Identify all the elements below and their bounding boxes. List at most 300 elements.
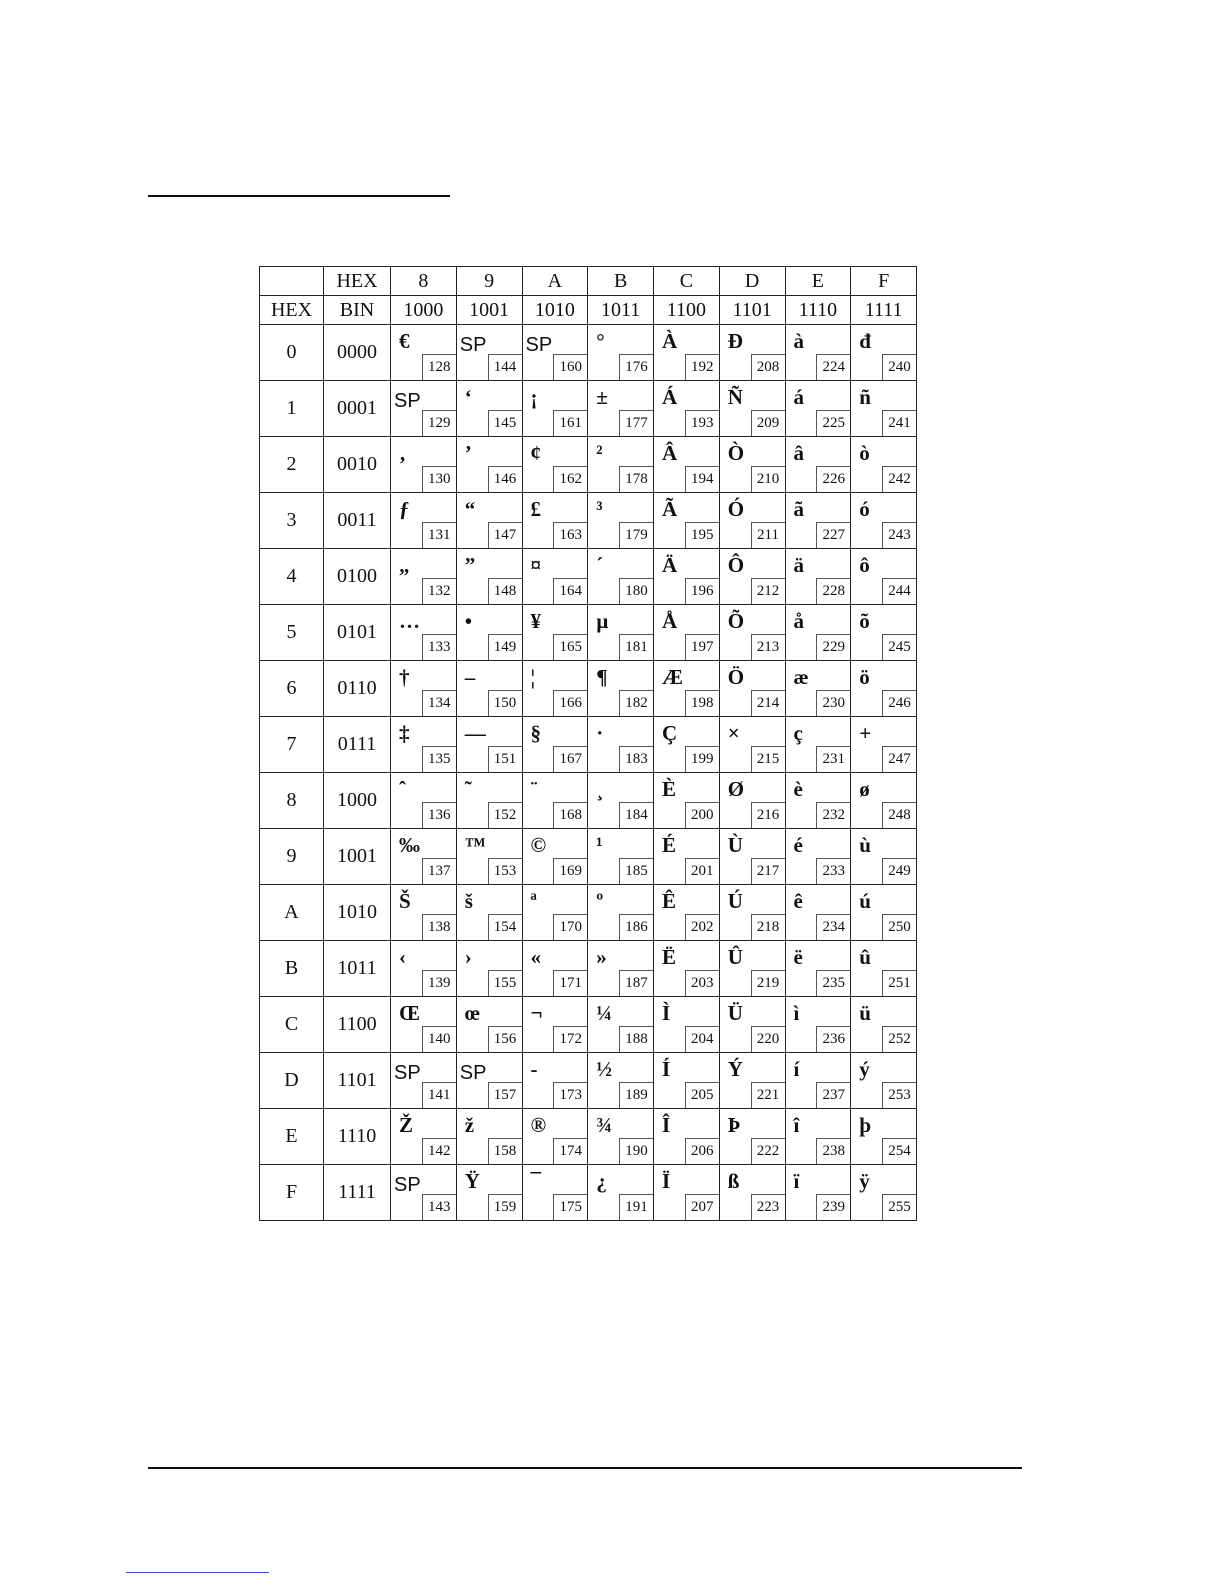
decimal-code: 161: [553, 410, 587, 436]
character-glyph: Œ: [399, 1001, 420, 1025]
character-cell: [456, 1109, 522, 1165]
character-glyph: ò: [859, 441, 870, 465]
character-glyph: Š: [399, 889, 411, 913]
row-bin-value: 0010: [324, 437, 391, 493]
character-cell: [588, 493, 654, 549]
decimal-code: 194: [685, 466, 719, 492]
decimal-code: 199: [685, 746, 719, 772]
decimal-code: 231: [816, 746, 850, 772]
character-glyph: SP: [394, 1174, 421, 1196]
character-glyph: ”: [464, 553, 476, 577]
character-cell: [654, 717, 720, 773]
character-glyph: Ï: [662, 1169, 671, 1193]
character-glyph: ‰: [399, 833, 420, 857]
character-glyph: â: [793, 441, 804, 465]
table-row: [260, 661, 917, 717]
character-cell: [654, 1109, 720, 1165]
character-glyph: ö: [859, 665, 870, 689]
table-body: [260, 325, 917, 1221]
character-cell: [719, 1109, 785, 1165]
character-cell: [522, 1053, 588, 1109]
character-cell: [522, 829, 588, 885]
column-hex: B: [588, 267, 654, 296]
character-glyph: ‘: [464, 385, 472, 409]
decimal-code: 150: [488, 690, 522, 716]
character-glyph: ±: [596, 385, 608, 409]
character-glyph: ¤: [530, 553, 541, 577]
character-glyph: ¥: [530, 609, 541, 633]
decimal-code: 204: [685, 1026, 719, 1052]
character-glyph: °: [596, 329, 605, 353]
character-glyph: ß: [727, 1169, 740, 1193]
character-glyph: ˜: [464, 777, 472, 801]
character-cell: [785, 941, 851, 997]
character-cell: [719, 605, 785, 661]
decimal-code: 237: [816, 1082, 850, 1108]
column-bin: 1110: [785, 296, 851, 325]
table-row: [260, 1053, 917, 1109]
decimal-code: 225: [816, 410, 850, 436]
character-cell: [719, 829, 785, 885]
decimal-code: 175: [553, 1194, 587, 1220]
decimal-code: 167: [553, 746, 587, 772]
character-glyph: ½: [596, 1057, 612, 1081]
decimal-code: 242: [882, 466, 916, 492]
decimal-code: 154: [488, 914, 522, 940]
character-glyph: ™: [464, 833, 486, 857]
decimal-code: 147: [488, 522, 522, 548]
character-glyph: ˆ: [399, 777, 406, 801]
row-bin-value: 0000: [324, 325, 391, 381]
decimal-code: 245: [882, 634, 916, 660]
bottom-rule: [148, 1467, 1022, 1469]
decimal-code: 230: [816, 690, 850, 716]
character-glyph: ž: [464, 1113, 475, 1137]
character-cell: [588, 717, 654, 773]
decimal-code: 184: [619, 802, 653, 828]
decimal-code: 131: [422, 522, 456, 548]
character-glyph: –: [464, 665, 476, 689]
decimal-code: 187: [619, 970, 653, 996]
decimal-code: 190: [619, 1138, 653, 1164]
decimal-code: 149: [488, 634, 522, 660]
decimal-code: 240: [882, 354, 916, 380]
decimal-code: 152: [488, 802, 522, 828]
character-glyph: †: [399, 665, 410, 689]
decimal-code: 228: [816, 578, 850, 604]
decimal-code: 142: [422, 1138, 456, 1164]
character-cell: [654, 997, 720, 1053]
character-cell: [588, 661, 654, 717]
character-glyph: À: [662, 329, 678, 353]
decimal-code: 177: [619, 410, 653, 436]
character-glyph: đ: [859, 329, 871, 353]
decimal-code: 163: [553, 522, 587, 548]
character-glyph: š: [464, 889, 473, 913]
row-bin-value: 0011: [324, 493, 391, 549]
decimal-code: 137: [422, 858, 456, 884]
decimal-code: 210: [751, 466, 785, 492]
character-cell: [851, 885, 917, 941]
character-cell: [851, 325, 917, 381]
character-cell: [785, 661, 851, 717]
character-glyph: á: [793, 385, 804, 409]
character-cell: [851, 381, 917, 437]
decimal-code: 251: [882, 970, 916, 996]
decimal-code: 255: [882, 1194, 916, 1220]
column-bin: 1111: [851, 296, 917, 325]
character-cell: [522, 997, 588, 1053]
column-bin: 1000: [391, 296, 457, 325]
character-glyph: ’: [464, 441, 472, 465]
character-cell: [719, 717, 785, 773]
character-glyph: ô: [859, 553, 870, 577]
character-cell: [522, 549, 588, 605]
character-cell: [391, 941, 457, 997]
row-hex-value: B: [260, 941, 324, 997]
character-cell: [522, 773, 588, 829]
character-cell: [851, 717, 917, 773]
character-cell: [851, 605, 917, 661]
row-hex-label: HEX: [260, 296, 324, 325]
character-glyph: û: [859, 945, 871, 969]
character-cell: [588, 1165, 654, 1221]
character-glyph: Â: [662, 441, 678, 465]
character-glyph: à: [793, 329, 804, 353]
character-cell: [785, 325, 851, 381]
header-hex-label: HEX: [324, 267, 391, 296]
decimal-code: 193: [685, 410, 719, 436]
row-hex-value: F: [260, 1165, 324, 1221]
character-glyph: ¡: [530, 385, 538, 409]
character-cell: [391, 829, 457, 885]
character-cell: [719, 885, 785, 941]
column-hex: E: [785, 267, 851, 296]
row-bin-value: 1111: [324, 1165, 391, 1221]
row-hex-value: 9: [260, 829, 324, 885]
decimal-code: 208: [751, 354, 785, 380]
decimal-code: 144: [488, 354, 522, 380]
row-hex-value: D: [260, 1053, 324, 1109]
character-cell: [785, 997, 851, 1053]
column-bin: 1001: [456, 296, 522, 325]
character-cell: [785, 605, 851, 661]
character-glyph: ü: [859, 1001, 871, 1025]
character-cell: [654, 381, 720, 437]
decimal-code: 170: [553, 914, 587, 940]
row-hex-value: 7: [260, 717, 324, 773]
character-glyph: ñ: [859, 385, 871, 409]
decimal-code: 186: [619, 914, 653, 940]
decimal-code: 139: [422, 970, 456, 996]
row-hex-value: 1: [260, 381, 324, 437]
character-cell: [785, 885, 851, 941]
decimal-code: 224: [816, 354, 850, 380]
character-glyph: ª: [530, 889, 537, 913]
row-bin-value: 0111: [324, 717, 391, 773]
character-cell: [588, 381, 654, 437]
decimal-code: 141: [422, 1082, 456, 1108]
character-glyph: ¹: [596, 833, 603, 857]
character-cell: [851, 549, 917, 605]
decimal-code: 156: [488, 1026, 522, 1052]
decimal-code: 157: [488, 1082, 522, 1108]
character-glyph: ¼: [596, 1001, 612, 1025]
character-cell: [719, 381, 785, 437]
character-glyph: SP: [394, 390, 421, 412]
character-glyph: õ: [859, 609, 870, 633]
character-glyph: Å: [662, 609, 678, 633]
character-cell: [588, 437, 654, 493]
character-cell: [391, 1109, 457, 1165]
decimal-code: 235: [816, 970, 850, 996]
decimal-code: 133: [422, 634, 456, 660]
character-glyph: ‡: [399, 721, 410, 745]
table-row: [260, 717, 917, 773]
decimal-code: 132: [422, 578, 456, 604]
table-row: [260, 941, 917, 997]
character-glyph: £: [530, 497, 541, 521]
decimal-code: 239: [816, 1194, 850, 1220]
column-bin: 1011: [588, 296, 654, 325]
table-row: [260, 829, 917, 885]
decimal-code: 246: [882, 690, 916, 716]
character-cell: [456, 997, 522, 1053]
decimal-code: 253: [882, 1082, 916, 1108]
character-cell: [785, 1165, 851, 1221]
character-cell: [522, 605, 588, 661]
character-cell: [654, 885, 720, 941]
character-cell: [851, 493, 917, 549]
row-bin-value: 0001: [324, 381, 391, 437]
character-cell: [391, 661, 457, 717]
decimal-code: 148: [488, 578, 522, 604]
character-glyph: ú: [859, 889, 871, 913]
decimal-code: 248: [882, 802, 916, 828]
character-glyph: ©: [530, 833, 547, 857]
character-cell: [391, 1165, 457, 1221]
character-cell: [719, 997, 785, 1053]
row-hex-value: 3: [260, 493, 324, 549]
decimal-code: 135: [422, 746, 456, 772]
decimal-code: 250: [882, 914, 916, 940]
character-cell: [654, 549, 720, 605]
character-glyph: ã: [793, 497, 804, 521]
character-set-table: [259, 266, 917, 1221]
decimal-code: 174: [553, 1138, 587, 1164]
character-cell: [719, 493, 785, 549]
character-glyph: Ì: [662, 1001, 671, 1025]
character-glyph: ®: [530, 1113, 547, 1137]
character-glyph: ·: [596, 721, 604, 745]
character-glyph: •: [464, 609, 473, 633]
character-cell: [851, 1109, 917, 1165]
character-glyph: +: [859, 721, 872, 745]
character-cell: [719, 549, 785, 605]
character-glyph: ï: [793, 1169, 800, 1193]
character-cell: [456, 549, 522, 605]
character-glyph: Ä: [662, 553, 678, 577]
character-glyph: å: [793, 609, 804, 633]
top-rule: [148, 195, 450, 197]
column-hex: F: [851, 267, 917, 296]
character-cell: [654, 829, 720, 885]
decimal-code: 162: [553, 466, 587, 492]
decimal-code: 243: [882, 522, 916, 548]
decimal-code: 188: [619, 1026, 653, 1052]
decimal-code: 213: [751, 634, 785, 660]
character-glyph: Ú: [727, 889, 743, 913]
decimal-code: 229: [816, 634, 850, 660]
character-cell: [588, 605, 654, 661]
character-glyph: Û: [727, 945, 743, 969]
character-glyph: ý: [859, 1057, 870, 1081]
character-cell: [391, 885, 457, 941]
row-bin-value: 1010: [324, 885, 391, 941]
decimal-code: 238: [816, 1138, 850, 1164]
decimal-code: 181: [619, 634, 653, 660]
character-glyph: Æ: [662, 665, 683, 689]
character-glyph: SP: [459, 1062, 487, 1084]
character-cell: [654, 941, 720, 997]
decimal-code: 254: [882, 1138, 916, 1164]
decimal-code: 196: [685, 578, 719, 604]
row-bin-value: 0101: [324, 605, 391, 661]
character-cell: [456, 1165, 522, 1221]
character-cell: [522, 437, 588, 493]
character-cell: [391, 493, 457, 549]
row-bin-value: 1101: [324, 1053, 391, 1109]
decimal-code: 173: [553, 1082, 587, 1108]
character-glyph: Í: [662, 1057, 671, 1081]
decimal-code: 168: [553, 802, 587, 828]
character-glyph: ƒ: [399, 497, 410, 521]
character-glyph: Ó: [727, 497, 745, 521]
character-glyph: —: [464, 721, 486, 745]
character-cell: [391, 381, 457, 437]
row-bin-value: 0100: [324, 549, 391, 605]
character-cell: [785, 1053, 851, 1109]
decimal-code: 130: [422, 466, 456, 492]
decimal-code: 209: [751, 410, 785, 436]
character-glyph: «: [530, 945, 541, 969]
decimal-code: 151: [488, 746, 522, 772]
decimal-code: 145: [488, 410, 522, 436]
character-cell: [654, 1053, 720, 1109]
decimal-code: 159: [488, 1194, 522, 1220]
row-bin-value: 1000: [324, 773, 391, 829]
character-glyph: Ã: [662, 497, 678, 521]
decimal-code: 202: [685, 914, 719, 940]
character-cell: [391, 325, 457, 381]
character-cell: [456, 381, 522, 437]
character-glyph: SP: [459, 334, 487, 356]
character-glyph: Ô: [727, 553, 745, 577]
table-row: [260, 1165, 917, 1221]
decimal-code: 227: [816, 522, 850, 548]
decimal-code: 192: [685, 354, 719, 380]
character-glyph: é: [793, 833, 803, 857]
character-cell: [456, 941, 522, 997]
decimal-code: 182: [619, 690, 653, 716]
decimal-code: 136: [422, 802, 456, 828]
character-glyph: ¨: [530, 777, 538, 801]
character-glyph: ÿ: [859, 1169, 870, 1193]
character-cell: [719, 325, 785, 381]
decimal-code: 164: [553, 578, 587, 604]
character-cell: [654, 493, 720, 549]
row-hex-value: E: [260, 1109, 324, 1165]
character-cell: [456, 717, 522, 773]
character-cell: [785, 773, 851, 829]
decimal-code: 198: [685, 690, 719, 716]
character-cell: [456, 829, 522, 885]
decimal-code: 138: [422, 914, 456, 940]
character-glyph: ‹: [399, 945, 406, 969]
decimal-code: 249: [882, 858, 916, 884]
character-glyph: ¾: [596, 1113, 612, 1137]
character-glyph: §: [530, 721, 541, 745]
character-cell: [719, 941, 785, 997]
decimal-code: 241: [882, 410, 916, 436]
character-cell: [456, 325, 522, 381]
character-glyph: ¿: [596, 1169, 607, 1193]
character-cell: [851, 941, 917, 997]
character-cell: [522, 661, 588, 717]
character-glyph: ø: [859, 777, 870, 801]
character-glyph: æ: [793, 665, 809, 689]
row-bin-value: 1110: [324, 1109, 391, 1165]
table-row: [260, 325, 917, 381]
table-row: [260, 773, 917, 829]
decimal-code: 233: [816, 858, 850, 884]
character-glyph: Ê: [662, 889, 677, 913]
table-row: [260, 1109, 917, 1165]
table-row: [260, 549, 917, 605]
character-glyph: ù: [859, 833, 871, 857]
column-bin: 1101: [719, 296, 785, 325]
character-glyph: Đ: [727, 329, 743, 353]
header-row-bin: [260, 296, 917, 325]
row-hex-value: A: [260, 885, 324, 941]
character-glyph: µ: [596, 609, 609, 633]
character-cell: [522, 381, 588, 437]
character-cell: [654, 605, 720, 661]
decimal-code: 203: [685, 970, 719, 996]
character-cell: [456, 1053, 522, 1109]
decimal-code: 197: [685, 634, 719, 660]
row-bin-value: 1001: [324, 829, 391, 885]
character-glyph: Á: [662, 385, 678, 409]
character-cell: [654, 1165, 720, 1221]
decimal-code: 232: [816, 802, 850, 828]
character-glyph: €: [399, 329, 410, 353]
character-glyph: Ü: [727, 1001, 743, 1025]
decimal-code: 219: [751, 970, 785, 996]
character-glyph: É: [662, 833, 677, 857]
table-row: [260, 885, 917, 941]
character-glyph: -: [530, 1057, 538, 1081]
decimal-code: 216: [751, 802, 785, 828]
row-hex-value: 0: [260, 325, 324, 381]
column-bin: 1010: [522, 296, 588, 325]
character-cell: [391, 437, 457, 493]
character-cell: [785, 437, 851, 493]
character-glyph: „: [399, 553, 410, 577]
decimal-code: 129: [422, 410, 456, 436]
character-glyph: SP: [394, 1062, 421, 1084]
character-glyph: ì: [793, 1001, 800, 1025]
